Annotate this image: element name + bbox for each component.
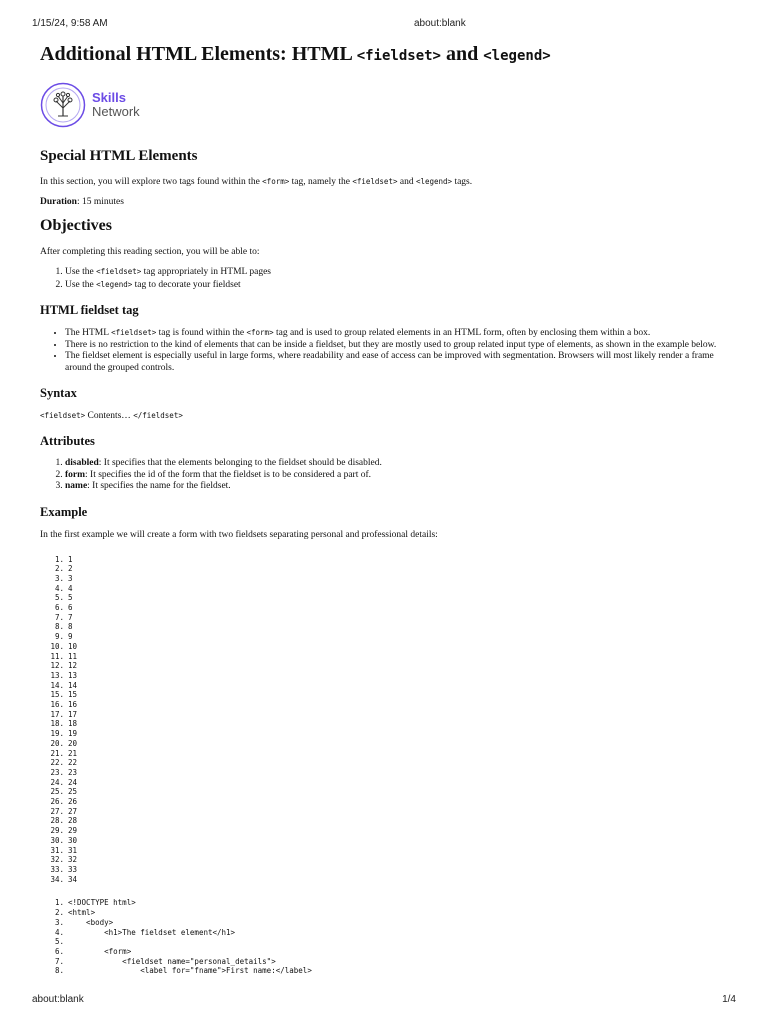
title-and: and xyxy=(441,43,484,65)
line-value: 11 xyxy=(68,651,78,661)
heading-attributes: Attributes xyxy=(40,434,95,448)
line-index: 14. xyxy=(50,680,64,690)
line-value: 32 xyxy=(68,855,78,865)
line-number-row xyxy=(40,593,732,603)
objectives-list xyxy=(65,266,732,291)
line-value: 12 xyxy=(68,661,78,671)
line-index: 28. xyxy=(50,816,64,826)
footer-url: about:blank xyxy=(32,994,84,1005)
code-line-number: 7. xyxy=(54,956,64,966)
line-value: 10 xyxy=(68,641,78,651)
code-line xyxy=(40,957,732,967)
code-line-text: <h1>The fieldset element</h1> xyxy=(68,927,236,937)
objectives-intro: After completing this reading section, you will be able to: xyxy=(40,247,260,257)
line-value: 28 xyxy=(68,816,78,826)
line-number-row xyxy=(40,555,732,565)
line-value: 13 xyxy=(68,670,78,680)
list-item: 2. Use the <legend> tag to decorate your fieldset xyxy=(65,279,732,292)
code-line xyxy=(40,928,732,938)
line-index: 20. xyxy=(50,738,64,748)
line-value: 23 xyxy=(68,767,78,777)
line-number-list xyxy=(40,555,732,885)
line-index: 23. xyxy=(50,767,64,777)
line-value: 34 xyxy=(68,874,78,884)
page-title xyxy=(40,40,732,70)
line-number-row xyxy=(40,710,732,720)
line-number-row xyxy=(40,632,732,642)
code-line-number: 8. xyxy=(54,966,64,976)
line-number-row xyxy=(40,797,732,807)
heading-syntax: Syntax xyxy=(40,386,77,400)
line-value: 20 xyxy=(68,738,78,748)
line-index: 27. xyxy=(50,806,64,816)
line-value: 26 xyxy=(68,797,78,807)
line-index: 1. xyxy=(54,554,64,564)
line-index: 30. xyxy=(50,835,64,845)
line-number-row xyxy=(40,719,732,729)
logo-word-skills: Skills xyxy=(92,90,126,105)
skills-network-logo xyxy=(40,80,732,130)
code-line xyxy=(40,918,732,928)
line-index: 18. xyxy=(50,719,64,729)
code-line-number: 1. xyxy=(54,898,64,908)
list-item: 1. disabled: It specifies that the elements belonging to the fieldset should be disabled. xyxy=(65,458,732,470)
line-value: 7 xyxy=(68,612,73,622)
line-index: 24. xyxy=(50,777,64,787)
line-value: 14 xyxy=(68,680,78,690)
line-value: 4 xyxy=(68,583,73,593)
line-value: 5 xyxy=(68,593,73,603)
logo-word-network: Network xyxy=(92,104,140,119)
line-value: 1 xyxy=(68,554,73,564)
line-number-row xyxy=(40,739,732,749)
line-number-row xyxy=(40,622,732,632)
print-header xyxy=(32,18,736,32)
special-intro: In this section, you will explore two tags found within the <form> tag, namely the <fieldset> and <legend> tags. xyxy=(40,177,473,187)
fieldset-bullets xyxy=(65,327,732,374)
title-text: Additional HTML Elements: HTML xyxy=(40,43,357,65)
list-item: 3. name: It specifies the name for the fieldset. xyxy=(65,481,732,493)
line-number-row xyxy=(40,642,732,652)
line-value: 31 xyxy=(68,845,78,855)
list-item: • The HTML <fieldset> tag is found within the <form> tag and is used to group related elements in an HTML form, often by enclosing them within a box. xyxy=(65,327,732,340)
line-number-row xyxy=(40,865,732,875)
line-index: 3. xyxy=(54,573,64,583)
code-line-number: 6. xyxy=(54,946,64,956)
code-line xyxy=(40,947,732,957)
line-number-row xyxy=(40,690,732,700)
line-index: 29. xyxy=(50,826,64,836)
code-line xyxy=(40,908,732,918)
list-item: 1. Use the <fieldset> tag appropriately in HTML pages xyxy=(65,266,732,279)
line-value: 18 xyxy=(68,719,78,729)
code-line xyxy=(40,898,732,908)
line-index: 19. xyxy=(50,729,64,739)
print-footer xyxy=(32,994,736,1008)
code-line-text: <body> xyxy=(68,917,114,927)
print-url: about:blank xyxy=(414,18,466,29)
line-value: 16 xyxy=(68,700,78,710)
title-tag-fieldset: <fieldset> xyxy=(356,48,441,64)
line-index: 2. xyxy=(54,564,64,574)
line-number-row xyxy=(40,671,732,681)
line-index: 9. xyxy=(54,632,64,642)
line-number-row xyxy=(40,661,732,671)
page-number: 1/4 xyxy=(722,994,736,1005)
line-index: 5. xyxy=(54,593,64,603)
code-line-number: 3. xyxy=(54,917,64,927)
line-value: 29 xyxy=(68,826,78,836)
heading-special-elements: Special HTML Elements xyxy=(40,148,198,164)
heading-example: Example xyxy=(40,504,88,519)
line-number-row xyxy=(40,564,732,574)
line-number-row xyxy=(40,855,732,865)
line-index: 26. xyxy=(50,797,64,807)
heading-objectives: Objectives xyxy=(40,217,112,234)
line-number-row xyxy=(40,681,732,691)
code-line-number: 2. xyxy=(54,908,64,918)
line-index: 11. xyxy=(50,651,64,661)
line-index: 21. xyxy=(50,748,64,758)
print-date: 1/15/24, 9:58 AM xyxy=(32,18,108,29)
line-value: 2 xyxy=(68,564,73,574)
line-index: 8. xyxy=(54,622,64,632)
line-number-row xyxy=(40,758,732,768)
duration: Duration: 15 minutes xyxy=(40,197,124,207)
line-number-row xyxy=(40,652,732,662)
list-item: 2. form: It specifies the id of the form that the fieldset is to be considered a part of. xyxy=(65,470,732,482)
line-index: 6. xyxy=(54,603,64,613)
line-number-row xyxy=(40,846,732,856)
line-number-row xyxy=(40,836,732,846)
line-index: 13. xyxy=(50,670,64,680)
line-index: 12. xyxy=(50,661,64,671)
line-number-row xyxy=(40,875,732,885)
line-number-row xyxy=(40,826,732,836)
heading-fieldset-tag: HTML fieldset tag xyxy=(40,303,139,317)
line-value: 9 xyxy=(68,632,73,642)
line-index: 31. xyxy=(50,845,64,855)
line-number-row xyxy=(40,778,732,788)
code-line-text: <form> xyxy=(68,946,132,956)
line-number-row xyxy=(40,768,732,778)
list-item: • There is no restriction to the kind of elements that can be inside a fieldset, but they are mostly used to group related input type of elements, as shown in the example below. xyxy=(65,340,732,352)
line-value: 22 xyxy=(68,758,78,768)
code-line xyxy=(40,966,732,976)
line-number-row xyxy=(40,787,732,797)
line-value: 33 xyxy=(68,865,78,874)
line-value: 15 xyxy=(68,690,78,700)
line-index: 22. xyxy=(50,758,64,768)
line-number-row xyxy=(40,816,732,826)
line-index: 32. xyxy=(50,855,64,865)
line-number-row xyxy=(40,807,732,817)
line-value: 8 xyxy=(68,622,73,632)
code-block xyxy=(40,898,732,976)
code-line-text: <fieldset name="personal_details"> xyxy=(68,956,276,966)
syntax-line: <fieldset> Contents… </fieldset> xyxy=(40,411,183,421)
line-index: 10. xyxy=(50,641,64,651)
line-value: 24 xyxy=(68,777,78,787)
line-value: 25 xyxy=(68,787,78,797)
attributes-list xyxy=(65,458,732,493)
title-tag-legend: <legend> xyxy=(483,48,551,64)
line-value: 19 xyxy=(68,729,78,739)
code-line-number: 5. xyxy=(54,937,64,947)
code-line-text: <!DOCTYPE html> xyxy=(68,898,136,908)
line-index: 33. xyxy=(50,865,64,874)
line-number-row xyxy=(40,613,732,623)
skills-network-tree-icon xyxy=(40,82,86,128)
line-index: 16. xyxy=(50,700,64,710)
line-value: 6 xyxy=(68,603,73,613)
line-value: 27 xyxy=(68,806,78,816)
line-number-row xyxy=(40,749,732,759)
list-item: • The fieldset element is especially useful in large forms, where readability and ease of access can be improved with segmentation. Browsers will most likely render a frame around the grouped controls. xyxy=(65,351,732,374)
line-value: 30 xyxy=(68,835,78,845)
line-index: 25. xyxy=(50,787,64,797)
line-number-row xyxy=(40,729,732,739)
line-value: 17 xyxy=(68,709,78,719)
line-index: 4. xyxy=(54,583,64,593)
code-line-text: <html> xyxy=(68,908,96,918)
line-index: 34. xyxy=(50,874,64,884)
code-line xyxy=(40,937,732,947)
line-number-row xyxy=(40,700,732,710)
line-value: 21 xyxy=(68,748,78,758)
line-index: 15. xyxy=(50,690,64,700)
code-line-text: <label for="fname">First name:</label> xyxy=(68,966,312,976)
line-index: 17. xyxy=(50,709,64,719)
line-number-row xyxy=(40,574,732,584)
example-intro: In the first example we will create a form with two fieldsets separating personal and professional details: xyxy=(40,529,438,540)
line-index: 7. xyxy=(54,612,64,622)
line-number-row xyxy=(40,584,732,594)
document-body xyxy=(40,40,732,990)
line-value: 3 xyxy=(68,573,73,583)
line-number-row xyxy=(40,603,732,613)
code-line-number: 4. xyxy=(54,927,64,937)
